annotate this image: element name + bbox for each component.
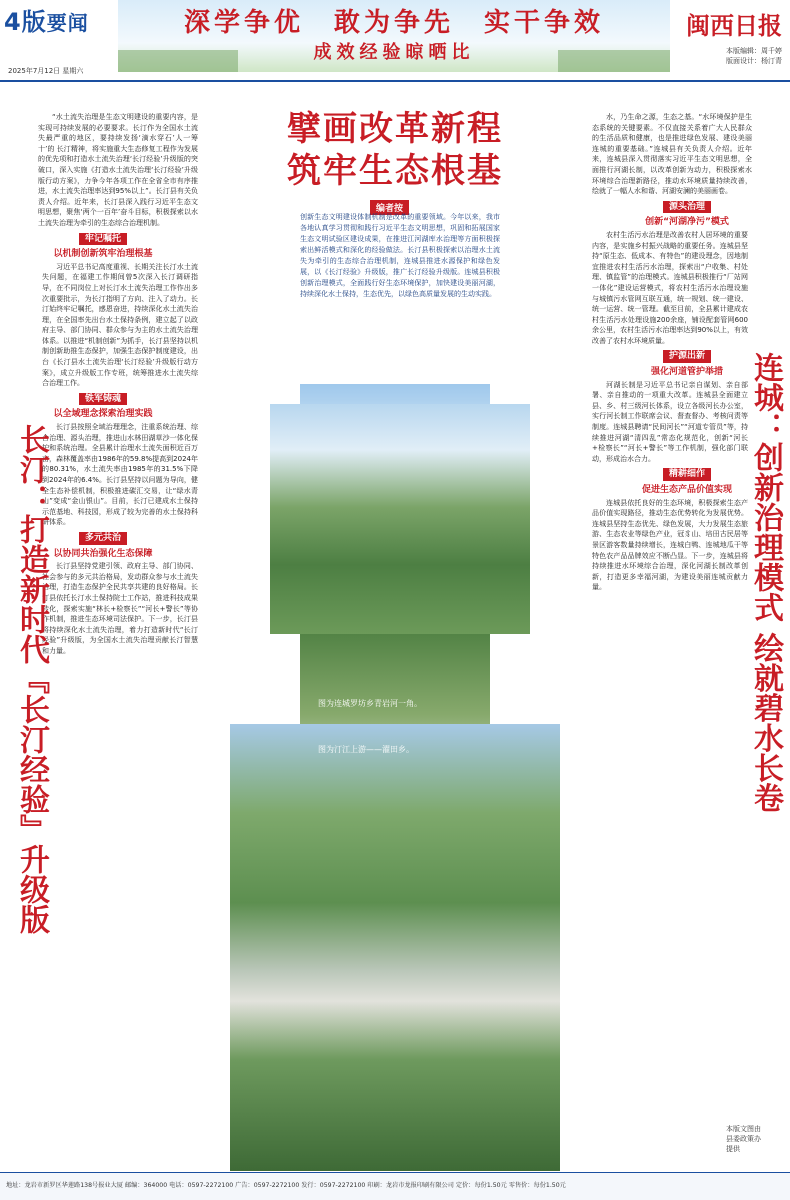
masthead	[0, 0, 790, 82]
headline-line-2: 筑牢生态根基	[287, 151, 503, 191]
newspaper-logo: 闽西日报	[686, 11, 782, 40]
section-heading: 促进生态产品价值实现	[641, 485, 732, 495]
mountain-river-photo	[270, 404, 530, 634]
issue-date: 2025年7月12日 星期六	[8, 67, 84, 75]
section-heading: 创新“河湖净污”模式	[645, 217, 729, 228]
banner-slogan: 深学争优 敢为争先 实干争效	[183, 8, 604, 38]
tag-label: 编者按	[370, 200, 409, 215]
village-photo	[230, 724, 560, 1171]
banner-subtitle: 成效经验晾晒比	[313, 42, 475, 63]
section-tag	[592, 201, 782, 214]
photo-caption-2: 图为汀江上游——濯田乡。	[318, 745, 414, 754]
section-tag	[8, 233, 198, 246]
tag-label: 护源出新	[663, 350, 711, 363]
banner	[118, 0, 670, 72]
section-body: 习近平总书记高度重视、长期关注长汀水土流失问题，在福建工作期间曾5次深入长汀调研指导，在不同岗位上对长汀水土流失治理工作作出多次重要批示，为长汀指明了方向、注入了动力。长汀始终牢记嘱托，感恩奋进，持续深化水土流失治理，在全国率先出台水土保持条例，建立起了以政府主导、部门协同、群众参与为主的水土流失治理体系。以推进“机制创新”为抓手，长汀县坚持以机制创新助推生态保护，加强生态保护制度建设，出台《长汀县水土流失治理‘长汀经验’升级版行动方案》，成立升级版工作专班，统筹推进水土流失综合治理工作。	[42, 262, 198, 388]
section-heading: 强化河道管护举措	[650, 367, 723, 378]
tag-label: 精耕细作	[663, 468, 711, 481]
tag-label: 多元共治	[79, 532, 127, 545]
editors-note: 创新生态文明建设体制机制是改革的重要领域。今年以来，我市各地认真学习贯彻和践行习近平生态文明思想，巩固和拓展国家生态文明试验区建设成果，在推进江河湖库水治理等方面积极探索出鲜活模式和深化的经验做法。长汀县积极探索以治理水土流失为牵引的生态综合治理机制，连城县推进水源保护和绿色发展，以《长汀经验》升级版，推广长汀经验升级版。连城县积极创新治理模式，全面践行好生态环境保护，加快建设美丽河湖，持续深化水土保持，生态优先，以绿色高质量发展的生动实践。	[300, 213, 500, 298]
section-heading: 以全域理念探索治理实践	[53, 409, 153, 420]
footer-info: 地址：龙岩市新罗区华莲路138号报业大厦 邮编：364000 电话：0597-2272100 广告：0597-2272100 发行：0597-2272100 印刷：龙岩市龙报印刷有限公司 定价：每份1.50元 零售价：每份1.50元	[0, 1172, 790, 1200]
section-heading: 以机制创新筑牢治理根基	[53, 249, 153, 260]
section-heading: 以协同共治强化生态保障	[53, 548, 153, 559]
changting-title: 长汀：打造新时代『长汀经验』升级版	[14, 424, 49, 934]
section-tag	[8, 393, 198, 406]
section-body: 长汀县按照全域治理理念，注重系统治理、综合治理、源头治理，推进山水林田湖草沙一体化保护和系统治理。全县累计治理水土流失面积近百万亩，森林覆盖率由1986年的59.8%提高到2024年的80.31%，水土流失率由1985年的31.5%下降到2024年的6.4%。长汀县坚持以问题为导向，健全生态补偿机制，积极推进碳汇交易，让“绿水青山”变成“金山银山”。目前，长汀已建成水土保持示范基地、科技园，形成了较为完善的水土保持科研体系。	[42, 423, 198, 527]
photo-credit: 本版文图由县委政策办提供	[726, 1125, 761, 1153]
photo-caption-1: 图为连城罗坊乡青岩河一角。	[318, 699, 422, 708]
section-body: 河湖长制是习近平总书记亲自谋划、亲自部署、亲自推动的一项重大改革。连城县全面建立县、乡、村三级河长体系，设立各级河长办公室，实行河长制工作联席会议、督查督办、考核问责等制度。连城县聘请“民间河长”“河道专管员”等，持续推进河湖“清四乱”常态化规范化，创新“河长+检察长”“河长+警长”等工作机制，强化部门联动，形成治水合力。	[592, 380, 748, 463]
content-area	[0, 84, 790, 1171]
designer-name: 版面设计：杨汀青	[726, 57, 782, 65]
editor-name: 本版编辑：周千婷	[726, 47, 782, 55]
tag-label: 铁军铸魂	[79, 393, 127, 406]
tag-label: 牢记嘱托	[79, 233, 127, 246]
section-body: 农村生活污水治理是改善农村人居环境的重要内容，是实施乡村振兴战略的重要任务。连城县坚持“原生态、低成本、有特色”的建设理念，因地制宜推进农村生活污水治理，探索出“户收集、村处理、镇监管”的治理模式。连城县积极推行“厂站网一体化”建设运营模式，将农村生活污水治理设施与城镇污水管网互联互通，统一规划、统一建设、统一运营、统一管理。截至目前，全县累计建成农村生活污水处理设施200余座，铺设配套管网600余公里，农村生活污水治理率达到90%以上，有效改善了农村水环境质量。	[592, 230, 748, 345]
edition-label: 4版要闻	[4, 8, 89, 36]
section-body: 连城县依托良好的生态环境，积极探索生态产品价值实现路径，推动生态优势转化为发展优势。连城县坚持生态优先、绿色发展，大力发展生态旅游、生态农业等绿色产业，冠豸山、培田古民居等景区游客数量持续增长，连城白鸭、连城地瓜干等特色农产品品牌效应不断凸显。下一步，连城县将持续推进水环境综合治理，深化河湖长制改革创新，打造更多幸福河湖，为建设美丽连城贡献力量。	[592, 498, 748, 592]
headline-line-1: 擘画改革新程	[287, 109, 503, 149]
article-lead: “水土流失治理是生态文明建设的重要内容，是实现可持续发展的必要要求。长汀作为全国水土流失最严重的地区，要持续发扬‘滴水穿石’人一筹 十’的 长汀精神，将实施重大生态修复工程作为发展的优先项和打造水土流失治理‘长汀经验’升级版的突破口，深入实施《打造水土流失治理‘长汀经验’升级版行动方案》，力争今年各项工作在全省全市有序推进，水土流失治理率达到95%以上”。长汀县有关负责人介绍。近年来，长汀县深入践行习近平生态文明思想，聚焦‘两个一百年’奋斗目标，积极探索以水土流失治理为牵引的生态综合治理机制。	[38, 113, 198, 227]
liancheng-title: 连城：创新治理模式 绘就碧水长卷	[748, 352, 783, 813]
tag-label: 源头治理	[663, 201, 711, 214]
article-lead: 水，乃生命之源，生态之基。“水环境保护是生态系统的关键要素。不仅直接关系着广大人民群众的生活品质和健康，也是推进绿色发展、建设美丽连城的重要基础。”连城县有关负责人介绍。近年来，连城县深入贯彻落实习近平生态文明思想，全面推行河湖长制，以改革创新为动力，积极探索水环境综合治理新路径，推动水环境质量持续改善，绘就了一幅人水和谐、河湖安澜的美丽画卷。	[592, 113, 752, 196]
section-body: 长汀县坚持党建引领、政府主导、部门协同、社会参与的多元共治格局，发动群众参与水土流失治理，打造生态保护全民共享共建的良好格局。长汀县依托长汀水土保持院士工作站，推进科技成果转化，探索实施“林长+检察长”“河长+警长”等协作机制，推进生态环境司法保护。下一步，长汀县将持续深化水土流失治理，着力打造新时代“长汀经验”升级版，为全国水土流失治理贡献长汀智慧和力量。	[42, 562, 198, 655]
editor-credits	[726, 46, 782, 66]
